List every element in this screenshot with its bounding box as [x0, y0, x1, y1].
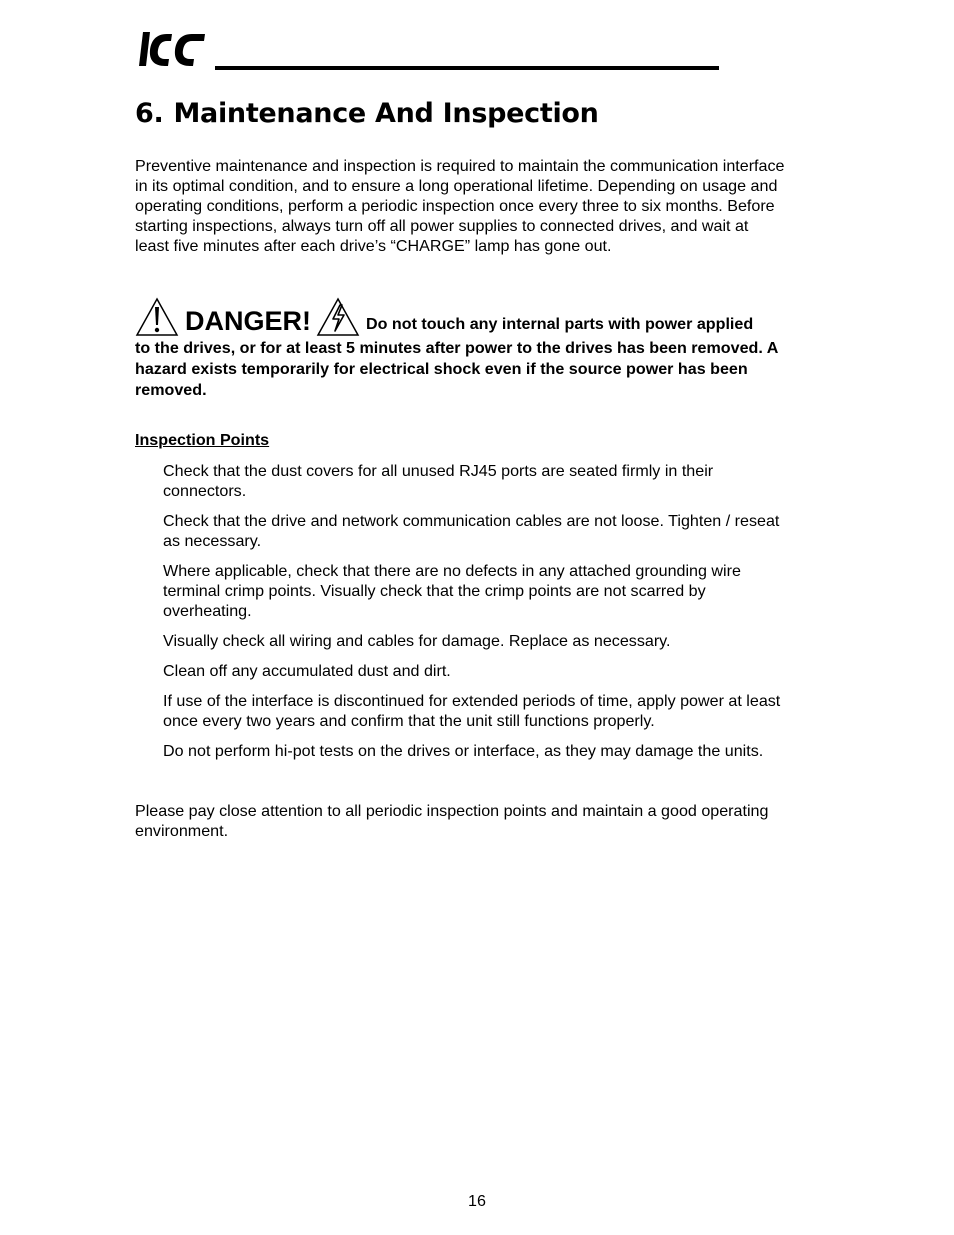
icc-logo-icon: [137, 26, 213, 72]
inspection-points-list: [163, 461, 793, 771]
inspection-points-heading: Inspection Points: [135, 431, 270, 449]
intro-paragraph: Preventive maintenance and inspection is required to maintain the communication interface in its optimal condition, and to ensure a long operational lifetime. Depending on usage and operating conditions, perform a periodic inspection once every three to six months. Before starting inspections, always turn off all power supplies to connected drives, and wait at least five minutes after each drive’s “CHARGE” lamp has gone out.: [135, 157, 785, 255]
list-item: Check that the drive and network communication cables are not loose. Tighten / reseat as necessary.: [163, 512, 780, 550]
danger-label: DANGER!: [185, 306, 311, 336]
closing-paragraph: Please pay close attention to all periodic inspection points and maintain a good operating environment.: [135, 802, 769, 840]
section-title: Maintenance And Inspection: [173, 98, 599, 129]
list-item: Check that the dust covers for all unused RJ45 ports are seated firmly in their connectors.: [163, 462, 714, 500]
danger-notice: [135, 293, 795, 401]
page-title: [135, 98, 599, 129]
list-item: If use of the interface is discontinued for extended periods of time, apply power at least once every two years and confirm that the unit still functions properly.: [163, 692, 781, 730]
danger-lead-text: Do not touch any internal parts with power applied: [366, 315, 754, 333]
danger-body-text: to the drives, or for at least 5 minutes after power to the drives has been removed. A hazard exists temporarily for electrical shock even if the source power has been removed.: [135, 339, 778, 399]
page-header: [137, 26, 721, 72]
list-item: Do not perform hi-pot tests on the drives or interface, as they may damage the units.: [163, 742, 764, 760]
header-rule: [215, 66, 719, 70]
page-number: 16: [468, 1192, 486, 1210]
list-item: Where applicable, check that there are no defects in any attached grounding wire terminal crimp points. Visually check that the crimp points are not scarred by overheating.: [163, 562, 741, 620]
warning-triangle-icon: [135, 297, 179, 337]
electric-shock-icon: [316, 297, 360, 337]
section-number: 6.: [135, 98, 164, 129]
list-item: Visually check all wiring and cables for damage. Replace as necessary.: [163, 632, 671, 650]
list-item: Clean off any accumulated dust and dirt.: [163, 662, 451, 680]
